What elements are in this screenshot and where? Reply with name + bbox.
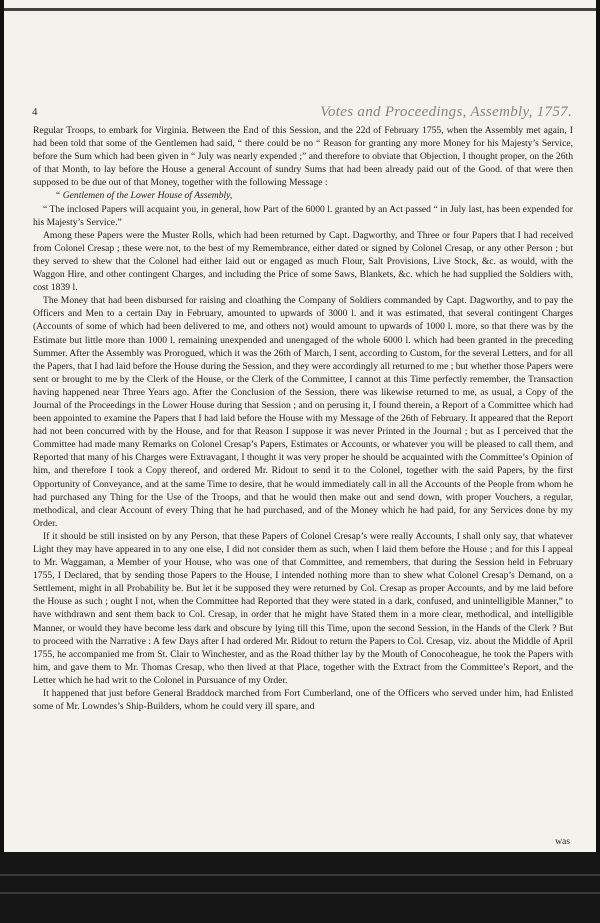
running-head-title: Votes and Proceedings, Assembly, 1757. (320, 104, 572, 120)
paragraph-1: Regular Troops, to embark for Virginia. Between the End of this Session, and the 22d of February 1755, when the Assembly met again, I had been told that some of the Gentlemen had said, “ there could be no “ Reason for granting any more Money for his Majesty’s Service, before the Sum which had been given in “ July was nearly expended ;” and therefore to obviate that Objection, I thought proper, on the 26th of that Month, to lay before the House a general Account of sundry Sums that had been already paid out of the Good. of that were then supposed to be due out of that Money, together with the following Message : (33, 125, 573, 189)
paragraph-4: The Money that had been disbursed for raising and cloathing the Company of Soldiers commanded by Capt. Dagworthy, and to pay the Officers and Men to a certain Day in February, amounted to upwards of 3000 l. and it was estimated, that several contingent Charges (Accounts of some of which had been delivered to me, and others not) would amount to upwards of 1000 l. more, so that there was by the Estimate but little more than 1000 l. remaining unexpended and unengaged of the whole 6000 l. which had been granted in the preceding Summer. After the Assembly was Prorogued, which it was the 26th of March, I sent, according to Custom, for the several Letters, and for all the Papers, that I had laid before the House during the Session, and they were accordingly all returned to me ; but whether those Papers were sent or brought to me by the Clerk of the House, or the Clerk of the Committee, I cannot at this Time perfectly remember, the Transaction having happened near Three Years ago. After the Conclusion of the Session, there was likewise returned to me, as usual, a Copy of the Journal of the Proceedings in the Lower House during that Session ; and on perusing it, I found therein, a Report of a Committee which had been appointed to examine the Papers that I had laid before the House with my Message of the 26th of February. It appeared that the Report had not been concurred with by the House, and for that Reason I suppose it was never Printed in the Journal ; but as I perceived that the Committee had made many Remarks on Colonel Cresap’s Papers, Estimates or Accounts, or whatever you will be pleased to call them, and Reported that many of his Charges were Extravagant, I thought it was very proper he should be acquainted with the Committee’s Opinion of him, and therefore I took a Copy thereof, and ordered Mr. Ridout to send it to the Colonel, together with the said Papers, by the first Opportunity of Conveyance, and at the same Time to desire, that he would immediately call in all the Accounts of the People from whom he had purchased any Thing for the Use of the Troops, and that he would then make out and send down, with proper Vouchers, a regular, methodical, and clear Account of every Thing that he had purchased, and of the Money which he had paid, for any Services done by my Order. (33, 295, 574, 529)
scan-stripe (0, 874, 600, 876)
catchword: was (555, 836, 570, 847)
running-head (32, 104, 572, 126)
top-rule (4, 8, 596, 11)
scan-bottom-border (0, 852, 600, 923)
paragraph-5: If it should be still insisted on by any Person, that these Papers of Colonel Cresap’s were really Accounts, I shall only say, that whatever Light they may have appeared in to any one else, I did not consider them as such, when I laid them before the House ; and for this I appeal to Mr. Waggaman, a Member of your House, who was one of that Committee, and remembers, that during the Session held in February 1755, I Declared, that by sending those Papers to the House, I intended nothing more than to shew what Colonel Cresap’s Demand, on a Settlement, might in all Probability be. But let it be supposed they were returned by Col. Cresap as proper Accounts, and by me laid before the House as such ; ought I not, when the Committee had Reported that they were stated in a dark, confused, and unintelligible Manner,” to have withdrawn and sent them back to Col. Cresap, in order that he might have Stated them in a more clear, methodical, and intelligible Manner, or would they have become less dark and obscure by lying till this Time, upon the second Session, in the Hands of the Clerk ? But to proceed with the Narrative : A few Days after I had ordered Mr. Ridout to return the Papers to Col. Cresap, viz. about the Middle of April 1755, he accompanied me from St. Clair to Winchester, and as the Road thither lay by the Mouth of Conocoheague, he took the Papers with him, and gave them to Mr. Thomas Cresap, who then lived at that Place, together with the Extract from the Committee’s Report, and the Letter which he had writ to the Colonel in Pursuance of my Order. (33, 530, 573, 686)
paragraph-message: “ The inclosed Papers will acquaint you, in general, how Part of the 6000 l. granted by an Act passed “ in July last, has been expended for his Majesty’s Service.” (33, 203, 573, 228)
scan-edge-left (0, 0, 4, 852)
message-salutation: “ Gentlemen of the Lower House of Assembly, (55, 190, 233, 202)
page-number: 4 (32, 106, 38, 118)
paragraph-3: Among these Papers were the Muster Rolls, which had been returned by Capt. Dagworthy, and Three or four Papers that I had received from Colonel Cresap ; these were not, to the best of my Remembrance, either dated or signed by Colonel Cresap, or any other Person ; but they served to shew that the Colonel had either laid out or engaged as much Flour, Salt Provisions, Live Stock, &c. as would, with the Waggon Hire, and other contingent Charges, and including the Price of some Saws, Blankets, &c. which he had supplied the Soldiers with, cost 1839 l. (33, 229, 573, 294)
paragraph-6: It happened that just before General Braddock marched from Fort Cumberland, one of the Officers who served under him, had Enlisted some of Mr. Lowndes’s Ship-Builders, whom he could very ill spare, and (33, 688, 573, 713)
scan-stripe (0, 892, 600, 894)
body-text (33, 124, 573, 713)
scan-edge-right (596, 0, 600, 852)
